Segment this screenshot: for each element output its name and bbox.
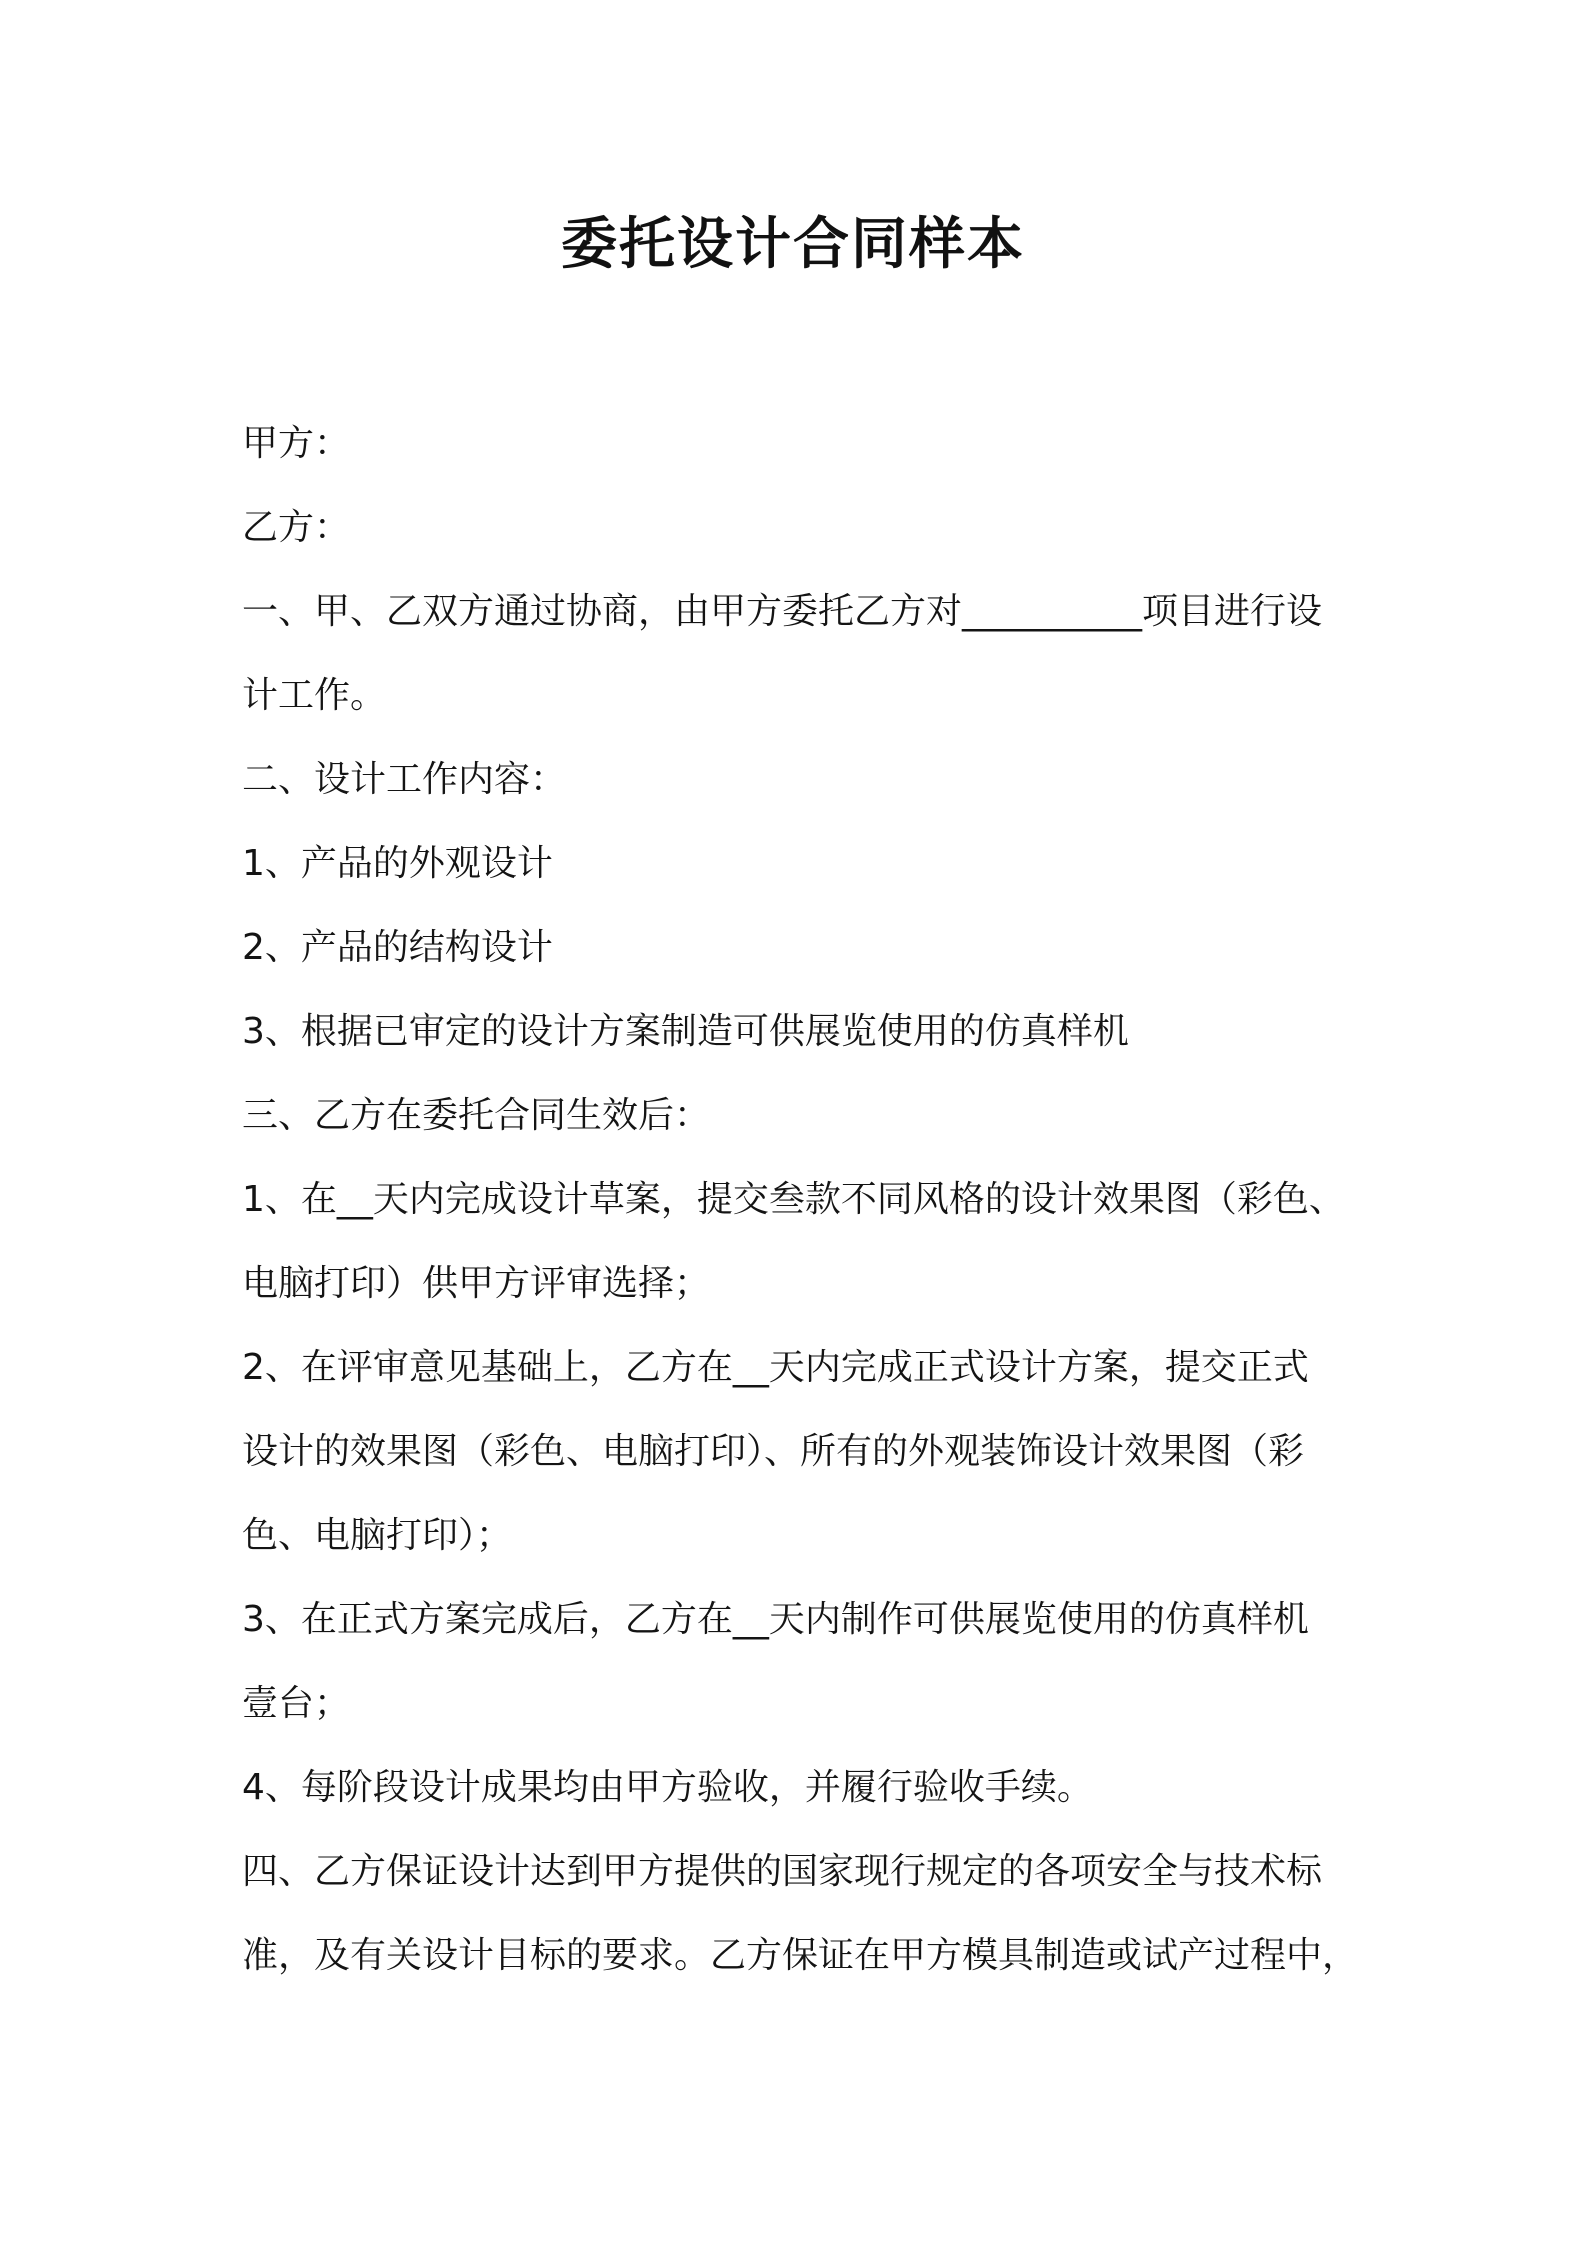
text-line: 四、乙方保证设计达到甲方提供的国家现行规定的各项安全与技术标 [242, 1851, 1323, 1892]
text-line: 壹台； [242, 1683, 351, 1724]
text-line: 设计的效果图（彩色、电脑打印）、所有的外观装饰设计效果图（彩 [242, 1431, 1305, 1472]
document-body [242, 402, 1358, 1998]
text-line: 计工作。 [242, 675, 387, 716]
text-line: 二、设计工作内容： [242, 759, 567, 800]
text-line: 乙方： [242, 507, 351, 548]
text-line: 4、每阶段设计成果均由甲方验收，并履行验收手续。 [242, 1767, 1093, 1808]
text-line: 2、在评审意见基础上，乙方在__天内完成正式设计方案，提交正式 [242, 1347, 1309, 1388]
text-line: 1、产品的外观设计 [242, 843, 553, 884]
text-line: 电脑打印）供甲方评审选择； [242, 1263, 711, 1304]
text-line: 准，及有关设计目标的要求。乙方保证在甲方模具制造或试产过程中， [242, 1935, 1359, 1976]
text-line: 一、甲、乙双方通过协商，由甲方委托乙方对__________项目进行设 [242, 591, 1323, 632]
text-line: 色、电脑打印）； [242, 1515, 513, 1556]
text-line: 三、乙方在委托合同生效后： [242, 1095, 711, 1136]
text-line: 1、在__天内完成设计草案，提交叁款不同风格的设计效果图（彩色、 [242, 1179, 1345, 1220]
text-line: 甲方： [242, 423, 351, 464]
text-line: 3、根据已审定的设计方案制造可供展览使用的仿真样机 [242, 1011, 1129, 1052]
text-line: 2、产品的结构设计 [242, 927, 553, 968]
text-line: 3、在正式方案完成后，乙方在__天内制作可供展览使用的仿真样机 [242, 1599, 1309, 1640]
document-title: 委托设计合同样本 [561, 212, 1025, 277]
